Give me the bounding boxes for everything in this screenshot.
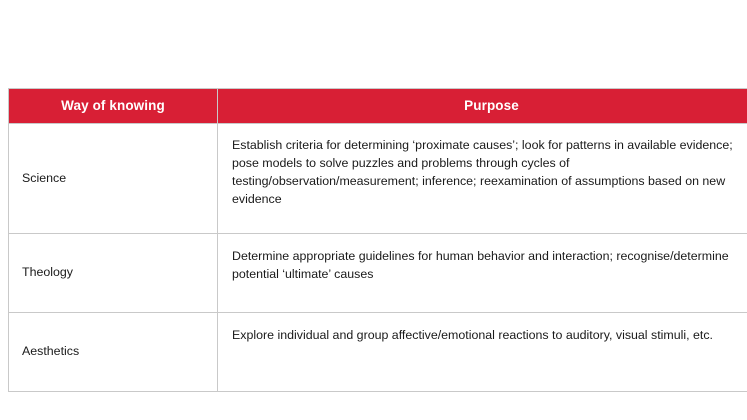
table-header: [9, 89, 747, 124]
cell-way-of-knowing: Science: [9, 124, 218, 234]
table-row: [9, 313, 747, 392]
table-row: [9, 234, 747, 313]
table-row: [9, 124, 747, 234]
ways-of-knowing-table: [8, 88, 747, 392]
ways-of-knowing-table-container: [8, 88, 739, 392]
cell-purpose: Establish criteria for determining ‘proximate causes’; look for patterns in available evidence; pose models to solve puzzles and problems through cycles of testing/observation/measurement; inference; reexamination of assumptions based on new evidence: [218, 124, 747, 234]
column-header-purpose: Purpose: [218, 89, 747, 124]
cell-purpose: Determine appropriate guidelines for human behavior and interaction; recognise/determine potential ‘ultimate’ causes: [218, 234, 747, 313]
cell-way-of-knowing: Theology: [9, 234, 218, 313]
cell-way-of-knowing: Aesthetics: [9, 313, 218, 392]
table-header-row: [9, 89, 747, 124]
table-body: [9, 124, 747, 392]
column-header-way-of-knowing: Way of knowing: [9, 89, 218, 124]
cell-purpose: Explore individual and group affective/emotional reactions to auditory, visual stimuli, etc.: [218, 313, 747, 392]
